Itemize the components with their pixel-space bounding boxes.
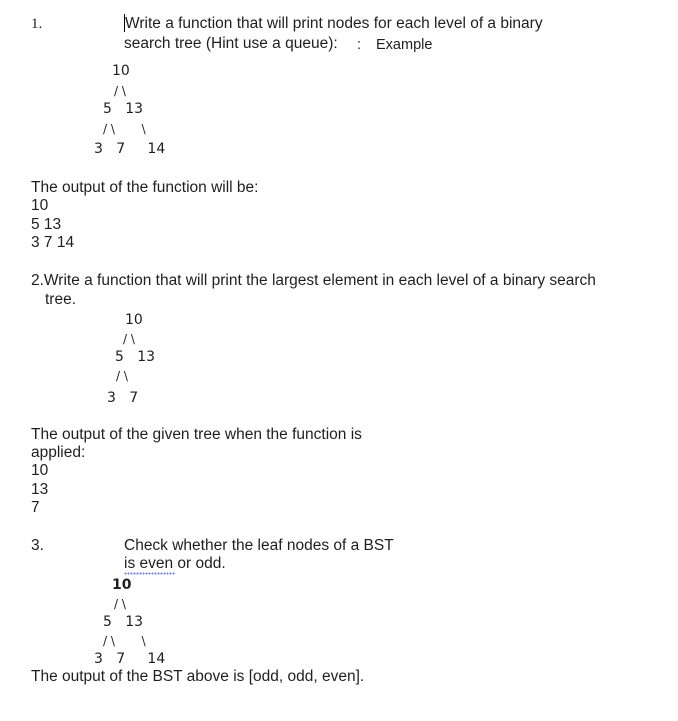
q1-output-line: 5 13: [31, 216, 62, 233]
spellcheck-underline: [124, 572, 175, 575]
q2-tree-level1: 5 13: [115, 349, 156, 365]
q3-tree-level1: 5 13: [103, 614, 144, 630]
q2-tree-edges-1: / \: [123, 332, 135, 346]
q2-prompt-line1: 2.Write a function that will print the largest element in each level of a binary search: [31, 272, 596, 289]
q2-output-line: 7: [31, 499, 40, 516]
q3-tree-level2: 3 7 14: [94, 651, 166, 667]
q1-tree-level1: 5 13: [103, 101, 144, 117]
q1-output-line: 10: [31, 197, 49, 214]
q1-output-line: 3 7 14: [31, 234, 75, 251]
q3-tree-root: 10: [112, 577, 132, 593]
q2-output-line: 13: [31, 481, 49, 498]
q3-tree-edges-2: / \ \: [103, 634, 146, 648]
q1-prompt-line2: search tree (Hint use a queue):: [124, 35, 338, 52]
q3-prompt-line2-rest: or odd.: [173, 555, 226, 572]
q1-tree-level2: 3 7 14: [94, 141, 166, 157]
q2-tree-root: 10: [125, 312, 143, 328]
q1-output-intro: The output of the function will be:: [31, 179, 259, 196]
q1-tree-edges-1: / \: [114, 84, 126, 98]
q2-output-intro-line1: The output of the given tree when the function is: [31, 426, 362, 443]
q2-output-intro-line2: applied:: [31, 444, 86, 461]
q2-prompt-line2: tree.: [45, 291, 77, 308]
q3-number: 3.: [31, 537, 44, 554]
q1-tree-root: 10: [112, 63, 130, 79]
q1-example-label: Example: [376, 37, 433, 53]
q3-output: The output of the BST above is [odd, odd, even].: [31, 668, 365, 685]
q3-prompt-line1: Check whether the leaf nodes of a BST: [124, 537, 394, 554]
q1-number: 1.: [31, 16, 43, 32]
q3-spellcheck-phrase: is even: [124, 555, 174, 572]
q2-tree-level2: 3 7: [107, 390, 139, 406]
q3-tree-edges-1: / \: [114, 597, 126, 611]
q1-colon: :: [357, 37, 362, 53]
q1-prompt-line1: Write a function that will print nodes for each level of a binary: [125, 15, 543, 32]
q1-tree-edges-2: / \ \: [103, 122, 146, 136]
q3-prompt-line2: [124, 555, 226, 573]
q2-output-line: 10: [31, 462, 49, 479]
q2-tree-edges-2: / \: [116, 369, 128, 383]
